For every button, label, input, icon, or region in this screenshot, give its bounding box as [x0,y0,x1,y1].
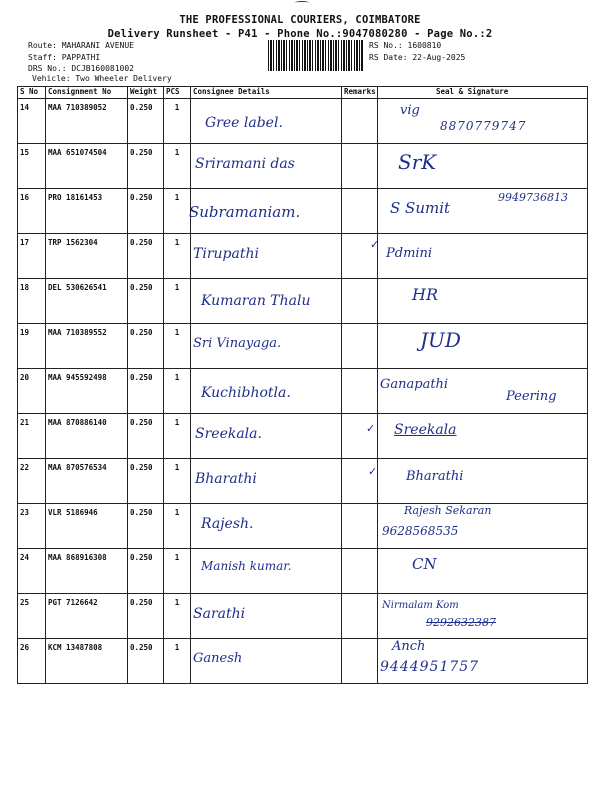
route-text: Route: MAHARANI AVENUE [28,41,134,50]
row-sno: 22 [18,459,46,504]
consignee-handwriting: Rajesh. [201,516,254,532]
signature-mark: CN [412,555,437,573]
row-sno: 21 [18,414,46,459]
row-pcs: 1 [164,459,191,504]
row-sno: 20 [18,369,46,414]
row-weight: 0.250 [128,459,164,504]
row-consignee [191,279,342,324]
check-mark-icon: ✓ [368,465,378,478]
row-pcs: 1 [164,189,191,234]
row-consignment: MAA 870886140 [46,414,128,459]
row-signature [378,189,588,234]
row-weight: 0.250 [128,639,164,684]
row-remarks [342,459,378,504]
table-header-row [18,87,588,99]
row-consignment: MAA 870576534 [46,459,128,504]
signature-phone: 8870779747 [440,119,527,133]
row-consignment: TRP 1562304 [46,234,128,279]
table-row [18,99,588,144]
row-remarks [342,639,378,684]
consignee-handwriting: Gree label. [205,115,283,131]
row-pcs: 1 [164,324,191,369]
row-signature [378,594,588,639]
col-header-consignee: Consignee Details [191,87,342,99]
row-weight: 0.250 [128,234,164,279]
table-row [18,189,588,234]
row-consignment: MAA 710389552 [46,324,128,369]
row-remarks [342,189,378,234]
row-signature [378,504,588,549]
signature-mark: S Sumit [390,199,451,217]
row-signature [378,549,588,594]
signature-extra: Peering [506,389,557,404]
vehicle-text: Vehicle: Two Wheeler Delivery [32,74,172,83]
row-consignment: MAA 651074504 [46,144,128,189]
row-remarks [342,369,378,414]
signature-mark: JUD [420,328,461,352]
row-signature [378,99,588,144]
barcode [268,40,364,71]
row-remarks [342,234,378,279]
col-header-seal: Seal & Signature [378,87,588,99]
row-consignment: DEL 530626541 [46,279,128,324]
consignee-handwriting: Manish kumar. [201,559,292,573]
row-pcs: 1 [164,504,191,549]
signature-mark: HR [412,285,438,304]
row-remarks [342,279,378,324]
consignee-handwriting: Subramaniam. [189,203,301,221]
row-remarks [342,504,378,549]
row-remarks [342,324,378,369]
row-weight: 0.250 [128,594,164,639]
row-pcs: 1 [164,279,191,324]
row-consignment: VLR 5186946 [46,504,128,549]
row-consignee [191,189,342,234]
row-signature [378,234,588,279]
row-sno: 26 [18,639,46,684]
row-consignee [191,549,342,594]
row-weight: 0.250 [128,504,164,549]
consignee-handwriting: Tirupathi [193,246,259,262]
signature-phone: 9444951757 [380,659,480,675]
col-header-sno: S No [18,87,46,99]
signature-mark: Bharathi [406,469,464,484]
row-consignee [191,144,342,189]
table-row [18,549,588,594]
consignee-handwriting: Sriramani das [195,156,295,172]
row-pcs: 1 [164,144,191,189]
consignee-handwriting: Sarathi [193,606,246,622]
row-signature [378,369,588,414]
col-header-remarks: Remarks [342,87,378,99]
signature-mark: Nirmalam Kom [382,600,459,611]
row-pcs: 1 [164,369,191,414]
table-row [18,459,588,504]
company-title: THE PROFESSIONAL COURIERS, COIMBATORE [179,14,421,26]
row-signature [378,414,588,459]
row-pcs: 1 [164,234,191,279]
drs-text: DRS No.: DCJB160081002 [28,64,134,73]
table-row [18,144,588,189]
row-sno: 23 [18,504,46,549]
row-consignee [191,594,342,639]
signature-mark: SrK [398,150,437,174]
consignee-handwriting: Bharathi [195,471,257,487]
row-pcs: 1 [164,549,191,594]
table-row [18,414,588,459]
consignee-handwriting: Sri Vinayaga. [193,336,282,351]
signature-mark: vig [400,103,420,118]
rs-date-text: RS Date: 22-Aug-2025 [369,53,466,62]
row-consignment: MAA 710389052 [46,99,128,144]
header-tick-mark [295,1,309,4]
row-sno: 15 [18,144,46,189]
table-row [18,324,588,369]
signature-mark: Rajesh Sekaran [404,504,492,517]
row-consignee [191,639,342,684]
signature-mark: Anch [392,639,426,654]
row-consignment: KCM 13487808 [46,639,128,684]
row-consignee [191,504,342,549]
signature-phone: 9949736813 [498,191,568,204]
row-signature [378,459,588,504]
rs-no-text: RS No.: 1600810 [369,41,442,50]
table-row [18,279,588,324]
table-row [18,504,588,549]
row-consignment: MAA 868916308 [46,549,128,594]
runsheet-title: Delivery Runsheet - P41 - Phone No.:9047080280 - Page No.:2 [107,28,493,40]
signature-mark: Sreekala [394,422,457,438]
signature-mark: Pdmini [386,246,433,261]
signature-phone: 9628568535 [382,524,459,538]
signature-mark: Ganapathi [380,377,449,392]
row-remarks [342,414,378,459]
col-header-weight: Weight [128,87,164,99]
row-consignee [191,369,342,414]
table-row [18,594,588,639]
staff-text: Staff: PAPPATHI [28,53,101,62]
col-header-pcs: PCS [164,87,191,99]
row-pcs: 1 [164,414,191,459]
row-remarks [342,99,378,144]
row-consignment: PGT 7126642 [46,594,128,639]
row-consignee [191,414,342,459]
col-header-consignment: Consignment No [46,87,128,99]
consignee-handwriting: Kumaran Thalu [201,293,311,309]
row-remarks [342,549,378,594]
row-remarks [342,594,378,639]
row-consignee [191,459,342,504]
row-weight: 0.250 [128,324,164,369]
row-sno: 16 [18,189,46,234]
row-consignee [191,324,342,369]
row-weight: 0.250 [128,144,164,189]
row-sno: 24 [18,549,46,594]
row-signature [378,639,588,684]
consignee-handwriting: Sreekala. [195,426,262,442]
row-signature [378,324,588,369]
row-weight: 0.250 [128,369,164,414]
row-sno: 18 [18,279,46,324]
consignee-handwriting: Kuchibhotla. [201,385,291,401]
runsheet-table [17,86,588,684]
row-pcs: 1 [164,99,191,144]
row-sno: 25 [18,594,46,639]
row-sno: 19 [18,324,46,369]
row-weight: 0.250 [128,99,164,144]
row-signature [378,279,588,324]
signature-phone: 9292632387 [426,616,496,629]
row-sno: 17 [18,234,46,279]
table-row [18,234,588,279]
table-row [18,369,588,414]
row-consignee [191,234,342,279]
consignee-handwriting: Ganesh [193,651,243,666]
check-mark-icon: ✓ [366,422,376,435]
row-weight: 0.250 [128,189,164,234]
row-pcs: 1 [164,594,191,639]
row-pcs: 1 [164,639,191,684]
row-weight: 0.250 [128,549,164,594]
row-weight: 0.250 [128,279,164,324]
row-consignee [191,99,342,144]
row-weight: 0.250 [128,414,164,459]
row-sno: 14 [18,99,46,144]
row-signature [378,144,588,189]
row-consignment: MAA 945592498 [46,369,128,414]
row-remarks [342,144,378,189]
check-mark-icon: ✓ [370,238,380,251]
table-row [18,639,588,684]
row-consignment: PRO 18161453 [46,189,128,234]
